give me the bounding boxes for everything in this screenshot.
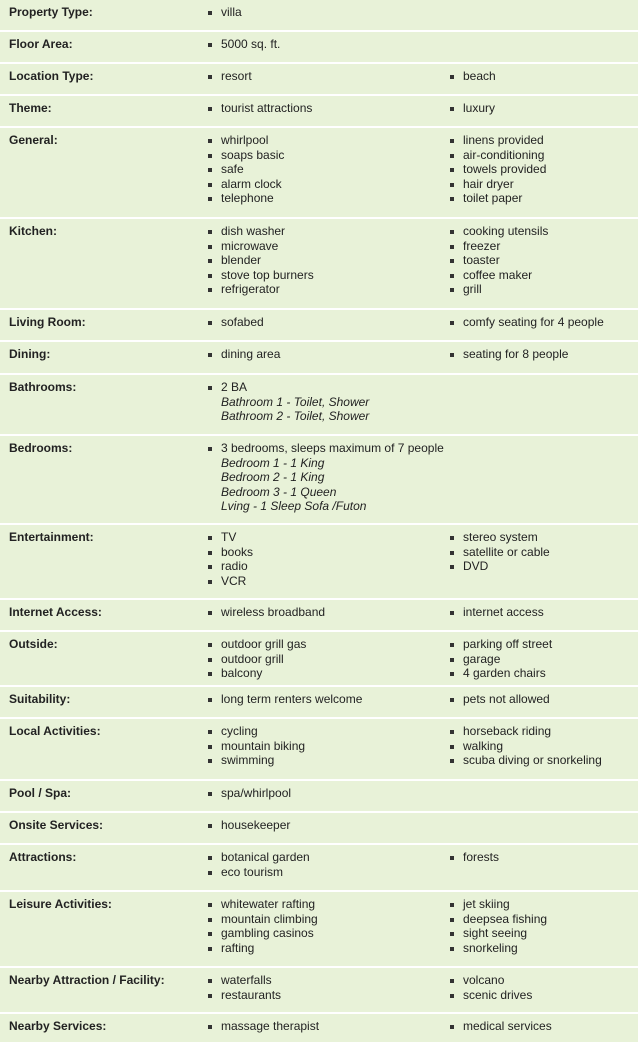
amenity-list-left: [208, 818, 443, 833]
amenity-list-left: [208, 850, 443, 879]
amenity-list-left: [208, 637, 443, 681]
amenity-item: VCR: [208, 574, 443, 589]
amenity-item: air-conditioning: [450, 148, 635, 163]
row-label: Location Type:: [9, 69, 94, 83]
row-label: Bathrooms:: [9, 380, 77, 394]
amenity-item: 5000 sq. ft.: [208, 37, 443, 52]
amenity-item: mountain climbing: [208, 912, 443, 927]
row-label: Internet Access:: [9, 605, 102, 619]
amenity-list-left: [208, 973, 443, 1002]
row-label: Entertainment:: [9, 530, 94, 544]
row-label: Pool / Spa:: [9, 786, 72, 800]
amenity-list-right: [450, 692, 635, 707]
row-label: Theme:: [9, 101, 52, 115]
amenity-list-left: [208, 5, 443, 20]
amenity-item: beach: [450, 69, 635, 84]
amenity-row-outside: [0, 632, 638, 687]
amenity-item: long term renters welcome: [208, 692, 443, 707]
amenity-list-left: [208, 101, 443, 116]
amenity-item: TV: [208, 530, 443, 545]
amenity-list-left: [208, 380, 443, 424]
amenity-list-right: [450, 897, 635, 955]
amenity-list-right: [450, 224, 635, 297]
amenity-item: parking off street: [450, 637, 635, 652]
amenity-item: stove top burners: [208, 268, 443, 283]
amenity-list-left: [208, 1019, 443, 1034]
amenity-row-bedrooms: [0, 436, 638, 525]
amenity-item: mountain biking: [208, 739, 443, 754]
amenity-item: alarm clock: [208, 177, 443, 192]
amenity-item: telephone: [208, 191, 443, 206]
amenity-item: coffee maker: [450, 268, 635, 283]
amenity-item: blender: [208, 253, 443, 268]
amenity-item: hair dryer: [450, 177, 635, 192]
amenity-item: walking: [450, 739, 635, 754]
amenity-item: freezer: [450, 239, 635, 254]
row-label: Bedrooms:: [9, 441, 73, 455]
amenity-row-theme: [0, 96, 638, 128]
amenity-detail: Bedroom 3 - 1 Queen: [221, 484, 337, 499]
row-label: Local Activities:: [9, 724, 101, 738]
amenity-item: 3 bedrooms, sleeps maximum of 7 people: [208, 441, 443, 456]
amenity-row-leisure-activities: [0, 892, 638, 968]
amenity-item: 4 garden chairs: [450, 666, 635, 681]
amenity-row-suitability: [0, 687, 638, 719]
amenity-row-property-type: [0, 0, 638, 32]
amenity-detail: Lving - 1 Sleep Sofa /Futon: [221, 499, 367, 514]
amenity-item: internet access: [450, 605, 635, 620]
amenity-item: tourist attractions: [208, 101, 443, 116]
amenity-detail: Bathroom 1 - Toilet, Shower: [221, 394, 370, 409]
amenity-list-right: [450, 315, 635, 330]
amenity-item: DVD: [450, 559, 635, 574]
amenity-item: toaster: [450, 253, 635, 268]
amenity-list-left: [208, 692, 443, 707]
amenity-list-left: [208, 605, 443, 620]
amenity-list-right: [450, 347, 635, 362]
row-label: Living Room:: [9, 315, 86, 329]
row-label: Nearby Attraction / Facility:: [9, 973, 165, 987]
amenity-list-left: [208, 224, 443, 297]
amenity-row-living-room: [0, 310, 638, 342]
amenity-item: satellite or cable: [450, 545, 635, 560]
amenity-item: whitewater rafting: [208, 897, 443, 912]
amenity-item: outdoor grill gas: [208, 637, 443, 652]
amenity-item: wireless broadband: [208, 605, 443, 620]
row-label: Dining:: [9, 347, 51, 361]
amenity-item: towels provided: [450, 162, 635, 177]
amenity-item: rafting: [208, 941, 443, 956]
amenity-item: medical services: [450, 1019, 635, 1034]
amenity-item: books: [208, 545, 443, 560]
amenity-detail: Bedroom 2 - 1 King: [221, 470, 325, 485]
amenity-row-internet-access: [0, 600, 638, 632]
amenity-item: volcano: [450, 973, 635, 988]
row-label: Nearby Services:: [9, 1019, 107, 1033]
amenity-list-left: [208, 133, 443, 206]
amenity-item: garage: [450, 652, 635, 667]
amenity-item: housekeeper: [208, 818, 443, 833]
amenity-list-left: [208, 897, 443, 955]
amenity-item: forests: [450, 850, 635, 865]
row-label: Floor Area:: [9, 37, 73, 51]
amenity-item: sofabed: [208, 315, 443, 330]
amenity-list-left: [208, 315, 443, 330]
amenity-row-pool-spa: [0, 781, 638, 813]
amenity-list-right: [450, 1019, 635, 1034]
amenity-item: outdoor grill: [208, 652, 443, 667]
amenity-item: eco tourism: [208, 865, 443, 880]
amenity-item: gambling casinos: [208, 926, 443, 941]
amenity-row-local-activities: [0, 719, 638, 781]
amenity-item: deepsea fishing: [450, 912, 635, 927]
amenity-row-kitchen: [0, 219, 638, 310]
amenity-item: dining area: [208, 347, 443, 362]
row-label: Leisure Activities:: [9, 897, 112, 911]
amenity-item: soaps basic: [208, 148, 443, 163]
amenity-item: toilet paper: [450, 191, 635, 206]
amenity-item: microwave: [208, 239, 443, 254]
row-label: Property Type:: [9, 5, 93, 19]
amenity-list-right: [450, 637, 635, 681]
row-label: Kitchen:: [9, 224, 57, 238]
amenity-item: restaurants: [208, 988, 443, 1003]
row-label: Suitability:: [9, 692, 71, 706]
amenity-row-attractions: [0, 845, 638, 892]
amenity-item: villa: [208, 5, 443, 20]
row-label: Outside:: [9, 637, 58, 651]
amenity-item: whirlpool: [208, 133, 443, 148]
amenity-row-nearby-services: [0, 1014, 638, 1044]
amenity-item: spa/whirlpool: [208, 786, 443, 801]
amenity-list-left: [208, 724, 443, 768]
amenity-item: balcony: [208, 666, 443, 681]
row-label: Onsite Services:: [9, 818, 104, 832]
amenity-list-left: [208, 786, 443, 801]
amenity-row-floor-area: [0, 32, 638, 64]
amenity-list-left: [208, 37, 443, 52]
amenity-item: botanical garden: [208, 850, 443, 865]
amenity-detail: Bathroom 2 - Toilet, Shower: [221, 409, 370, 424]
amenity-row-general: [0, 128, 638, 219]
amenity-row-onsite-services: [0, 813, 638, 845]
amenity-list-right: [450, 724, 635, 768]
row-label: General:: [9, 133, 58, 147]
amenity-item: massage therapist: [208, 1019, 443, 1034]
amenity-row-dining: [0, 342, 638, 375]
amenity-item: dish washer: [208, 224, 443, 239]
amenity-list-left: [208, 530, 443, 588]
amenity-item: swimming: [208, 753, 443, 768]
amenity-item: linens provided: [450, 133, 635, 148]
amenity-item: snorkeling: [450, 941, 635, 956]
amenity-item: grill: [450, 282, 635, 297]
amenity-item: scuba diving or snorkeling: [450, 753, 635, 768]
amenity-row-bathrooms: [0, 375, 638, 436]
amenity-item: horseback riding: [450, 724, 635, 739]
amenity-item: comfy seating for 4 people: [450, 315, 635, 330]
amenity-item: 2 BA: [208, 380, 443, 395]
amenity-row-nearby-attraction-facility: [0, 968, 638, 1014]
amenity-item: scenic drives: [450, 988, 635, 1003]
amenity-item: pets not allowed: [450, 692, 635, 707]
amenity-item: waterfalls: [208, 973, 443, 988]
amenity-list-right: [450, 605, 635, 620]
amenity-list-right: [450, 850, 635, 865]
amenity-row-location-type: [0, 64, 638, 96]
amenity-item: resort: [208, 69, 443, 84]
amenity-list-left: [208, 69, 443, 84]
amenity-item: jet skiing: [450, 897, 635, 912]
amenity-list-left: [208, 441, 443, 514]
amenity-list-right: [450, 133, 635, 206]
amenity-list-right: [450, 973, 635, 1002]
amenity-item: cycling: [208, 724, 443, 739]
amenity-item: cooking utensils: [450, 224, 635, 239]
amenity-item: safe: [208, 162, 443, 177]
amenity-item: refrigerator: [208, 282, 443, 297]
amenity-item: radio: [208, 559, 443, 574]
amenity-item: luxury: [450, 101, 635, 116]
amenity-item: stereo system: [450, 530, 635, 545]
amenity-row-entertainment: [0, 525, 638, 600]
amenity-item: seating for 8 people: [450, 347, 635, 362]
amenity-list-right: [450, 69, 635, 84]
row-label: Attractions:: [9, 850, 77, 864]
amenity-item: sight seeing: [450, 926, 635, 941]
amenity-list-right: [450, 530, 635, 574]
amenity-list-right: [450, 101, 635, 116]
amenity-detail: Bedroom 1 - 1 King: [221, 455, 325, 470]
amenity-list-left: [208, 347, 443, 362]
